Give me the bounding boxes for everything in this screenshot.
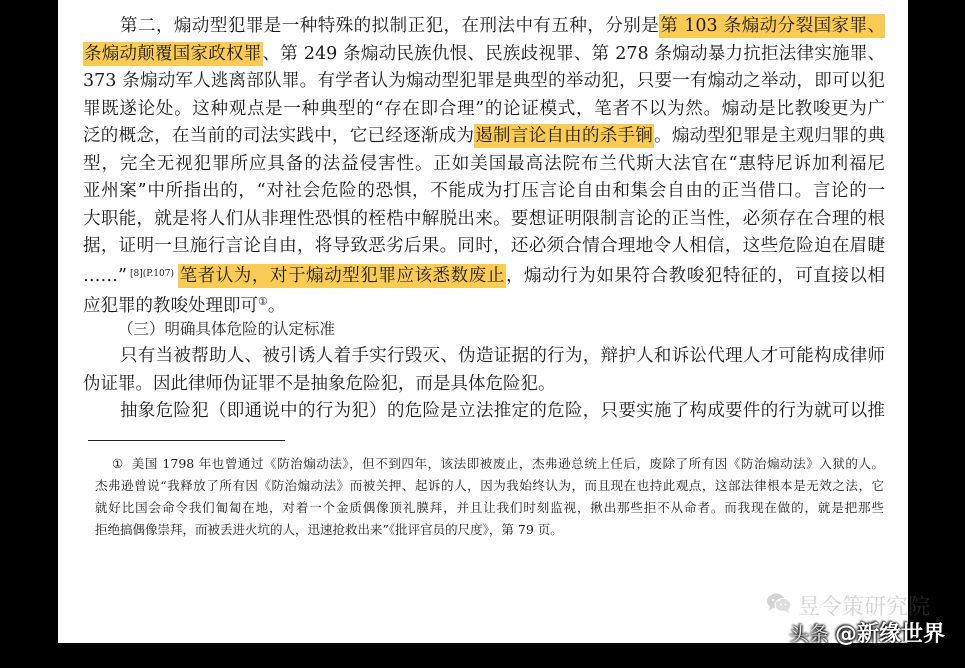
toutiao-watermark [789, 617, 945, 648]
footnote-line: 就好比国会命令我们匍匐在地，对着一个金质偶像顶礼膜拜，并且让我们时刻监视，揪出那些拒不从命者。而我现在做的，就是把那些 [95, 500, 884, 515]
body-line [83, 151, 885, 179]
highlighted-phrase: 笔者认为，对于煽动型犯罪应该悉数废止 [179, 265, 505, 286]
footnote-text: 美国 1798 年也曾通过《防治煽动法》，但不到四年，该法即被废止，杰弗逊总统上任后，废除了所有因《防治煽动法》入狱的人。 [131, 456, 884, 471]
citation-reference: [8](P.107) [129, 268, 174, 279]
section-heading: （三）明确具体危险的认定标准 [118, 319, 336, 338]
toutiao-account-name: @新缘世界 [834, 622, 945, 647]
body-text-run: 。煽动型犯罪是主观归罪的典 [654, 126, 885, 146]
body-text-run: 应犯罪的教唆处理即可 [83, 296, 258, 316]
highlighted-phrase: 遏制言论自由的杀手锏 [475, 126, 654, 146]
footnote-line: 杰弗逊曾说“我释放了所有因《防治煽动法》而被关押、起诉的人，因为我始终认为，而且现在也持此观点，这部法律根本是无效之法，它 [95, 478, 884, 493]
footnote-marker: ① [112, 456, 124, 471]
footnote-line: 拒绝搞偶像崇拜，而被丢进火坑的人，迅速抢救出来”《批评官员的尺度》，第 79 页。 [95, 522, 563, 537]
body-line: 只有当被帮助人、被引诱人着手实行毁灭、伪造证据的行为，辩护人和诉讼代理人才可能构成律师 [120, 346, 885, 366]
body-text-run: 亚州案”中所指出的，“对社会危险的恐惧，不能成为打压言论自由和集会自由的正当借口。言论的一 [83, 181, 885, 201]
body-text-run: 型，完全无视犯罪所应具备的法益侵害性。正如美国最高法院布兰代斯大法官在“惠特尼诉加利福尼 [83, 153, 885, 174]
body-text-run: 大职能，就是将人们从非理性恐惧的桎梏中解脱出来。要想证明限制言论的正当性，必须存在合理的根 [83, 208, 885, 229]
footnote [95, 453, 884, 541]
body-line [83, 288, 885, 316]
body-line [83, 96, 885, 124]
body-line [83, 41, 885, 69]
footnote-divider [88, 440, 285, 441]
body-text-run: 、第 249 条煽动民族仇恨、民族歧视罪、第 278 条煽动暴力抗拒法律实施罪、 [262, 43, 885, 64]
body-text-run: 373 条煽动军人逃离部队罪。有学者认为煽动型犯罪是典型的举动犯，只要一有煽动之举动，即可以犯 [83, 71, 885, 91]
footnote-line [95, 453, 884, 475]
wechat-icon [766, 592, 792, 620]
wechat-account-name: 昱令策研究院 [797, 595, 930, 620]
body-line: 抽象危险犯（即通说中的行为犯）的危险是立法推定的危险，只要实施了构成要件的行为就可以推 [120, 401, 885, 421]
body-line [83, 123, 885, 151]
body-text-run: ……” [83, 265, 127, 286]
body-text-run: 第二，煽动型犯罪是一种特殊的拟制正犯，在刑法中有五种，分别是 [120, 16, 660, 36]
body-line: 伪证罪。因此律师伪证罪不是抽象危险犯，而是具体危险犯。 [83, 373, 556, 394]
body-text-run: 罪既遂论处。这种观点是一种典型的“存在即合理”的论证模式，笔者不以为然。煽动是比教唆更为广 [83, 98, 885, 119]
body-line [83, 206, 885, 234]
body-text-run: 据，证明一旦施行言论自由，将导致恶劣后果。同时，还必须合情合理地令人相信，这些危险迫在眉睫 [83, 236, 885, 256]
highlighted-phrase: 第 103 条煽动分裂国家罪、 [120, 14, 885, 41]
document-page [58, 0, 908, 643]
body-text-run: 。 [267, 296, 286, 316]
body-line [83, 68, 885, 96]
body-line [83, 233, 885, 261]
footnote-reference-marker: ① [258, 295, 268, 308]
body-text-run: ，煽动行为如果符合教唆犯特征的，可直接以相 [505, 265, 885, 286]
body-line [83, 261, 885, 289]
body-text-run: 泛的概念，在当前的司法实践中，它已经逐渐成为 [83, 126, 475, 146]
highlighted-phrase: 条煽动颠覆国家政权罪 [84, 43, 262, 64]
body-text [83, 13, 885, 426]
toutiao-platform-label: 头条 [788, 622, 829, 646]
body-line [83, 13, 885, 41]
body-line [83, 178, 885, 206]
